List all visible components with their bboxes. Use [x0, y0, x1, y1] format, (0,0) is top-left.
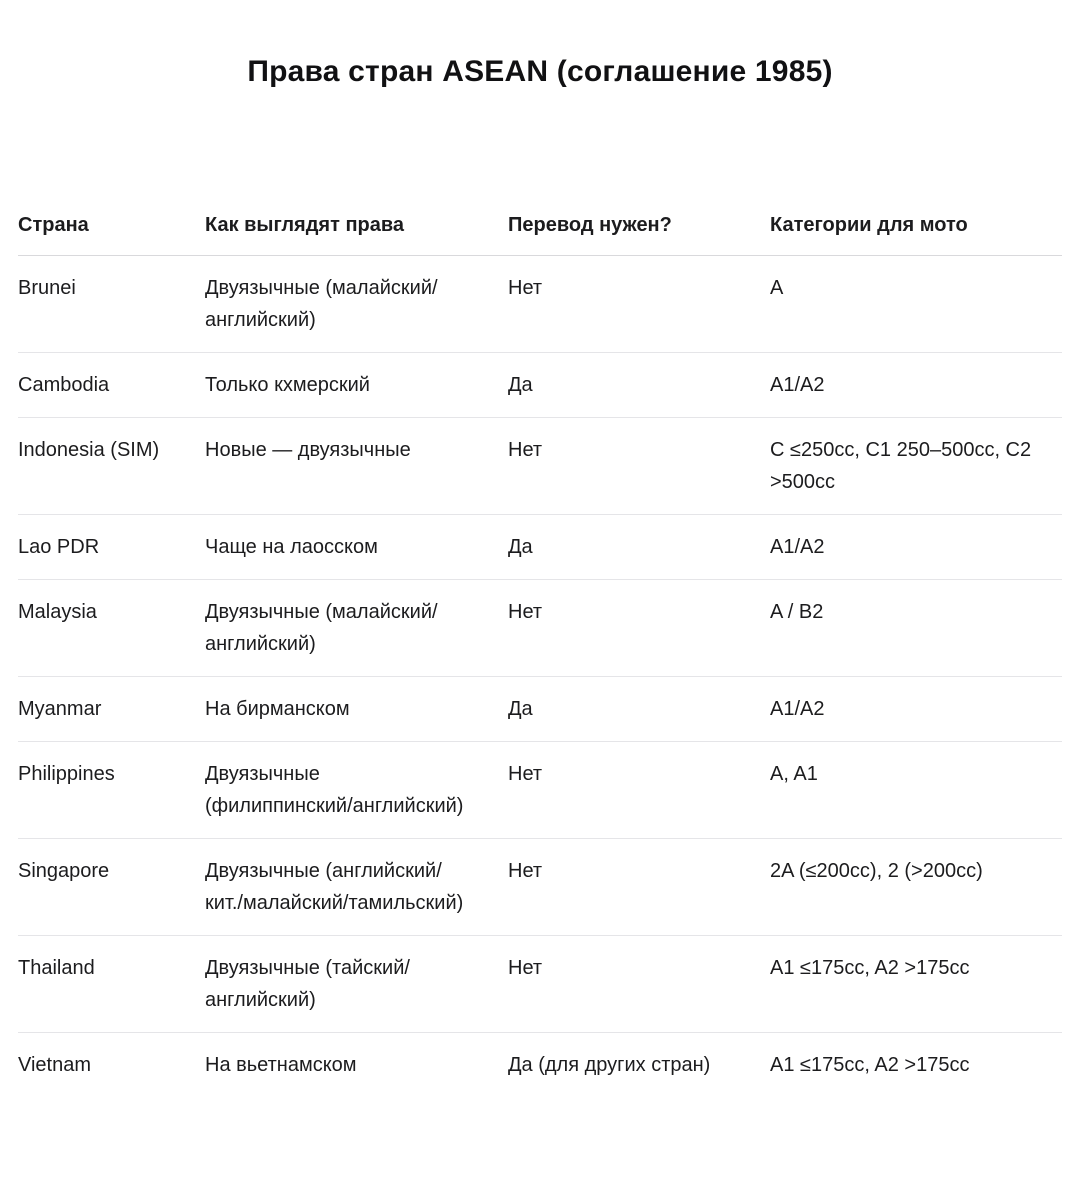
table-row: [18, 256, 1062, 353]
table-cell: Только кхмерский: [205, 353, 508, 418]
table-cell: A, A1: [770, 742, 1062, 839]
table-header-row: [18, 214, 1062, 256]
table-head: [18, 214, 1062, 256]
table-cell: Нет: [508, 418, 770, 515]
table-cell: Thailand: [18, 936, 205, 1033]
table-row: [18, 418, 1062, 515]
table-cell: C ≤250cc, C1 250–500cc, C2 >500cc: [770, 418, 1062, 515]
table-cell: Нет: [508, 839, 770, 936]
table-cell: Malaysia: [18, 580, 205, 677]
column-header: Страна: [18, 214, 205, 256]
table-cell: Двуязычные (малайский/английский): [205, 580, 508, 677]
table-row: [18, 515, 1062, 580]
table-cell: A1/A2: [770, 353, 1062, 418]
table-cell: Cambodia: [18, 353, 205, 418]
table-cell: Singapore: [18, 839, 205, 936]
table-cell: Нет: [508, 580, 770, 677]
table-cell: A1 ≤175cc, A2 >175cc: [770, 936, 1062, 1033]
table-cell: Да: [508, 677, 770, 742]
table-cell: Чаще на лаосском: [205, 515, 508, 580]
table-cell: Да (для других стран): [508, 1054, 711, 1076]
table-row: [18, 1033, 1062, 1098]
table-body: [18, 256, 1062, 1098]
table-cell: 2A (≤200cc), 2 (>200cc): [770, 839, 1062, 936]
table-cell: Двуязычные (филиппинский/английский): [205, 742, 508, 839]
table-cell: A / B2: [770, 580, 1062, 677]
table-cell: A1 ≤175cc, A2 >175cc: [770, 1054, 970, 1076]
table-cell: Indonesia (SIM): [18, 418, 205, 515]
table-cell: A1/A2: [770, 677, 1062, 742]
table-cell: Двуязычные (малайский/английский): [205, 256, 508, 353]
table-cell: Нет: [508, 936, 770, 1033]
column-header: Как выглядят права: [205, 214, 508, 256]
table-cell: Двуязычные (тайский/английский): [205, 936, 508, 1033]
table-row: [18, 677, 1062, 742]
table-row: [18, 742, 1062, 839]
column-header: Перевод нужен?: [508, 214, 770, 256]
table-cell: Philippines: [18, 742, 205, 839]
table-cell: Новые — двуязычные: [205, 418, 508, 515]
table-cell: A: [770, 256, 1062, 353]
table-cell: На вьетнамском: [205, 1054, 357, 1076]
table-cell: Нет: [508, 742, 770, 839]
table-row: [18, 353, 1062, 418]
page-title: Права стран ASEAN (соглашение 1985): [247, 55, 833, 88]
table-cell: Нет: [508, 256, 770, 353]
table-row: [18, 936, 1062, 1033]
table-cell: На бирманском: [205, 677, 508, 742]
table-row: [18, 839, 1062, 936]
table-cell: Lao PDR: [18, 515, 205, 580]
table-cell: Brunei: [18, 256, 205, 353]
asean-licenses-table: [18, 214, 1062, 1097]
column-header: Категории для мото: [770, 214, 1062, 256]
table-cell: Двуязычные (английский/кит./малайский/тамильский): [205, 839, 508, 936]
table-cell: Vietnam: [18, 1054, 92, 1076]
table-cell: Да: [508, 353, 770, 418]
table-row: [18, 580, 1062, 677]
table-cell: Myanmar: [18, 677, 205, 742]
table-cell: A1/A2: [770, 515, 1062, 580]
table-cell: Да: [508, 515, 770, 580]
